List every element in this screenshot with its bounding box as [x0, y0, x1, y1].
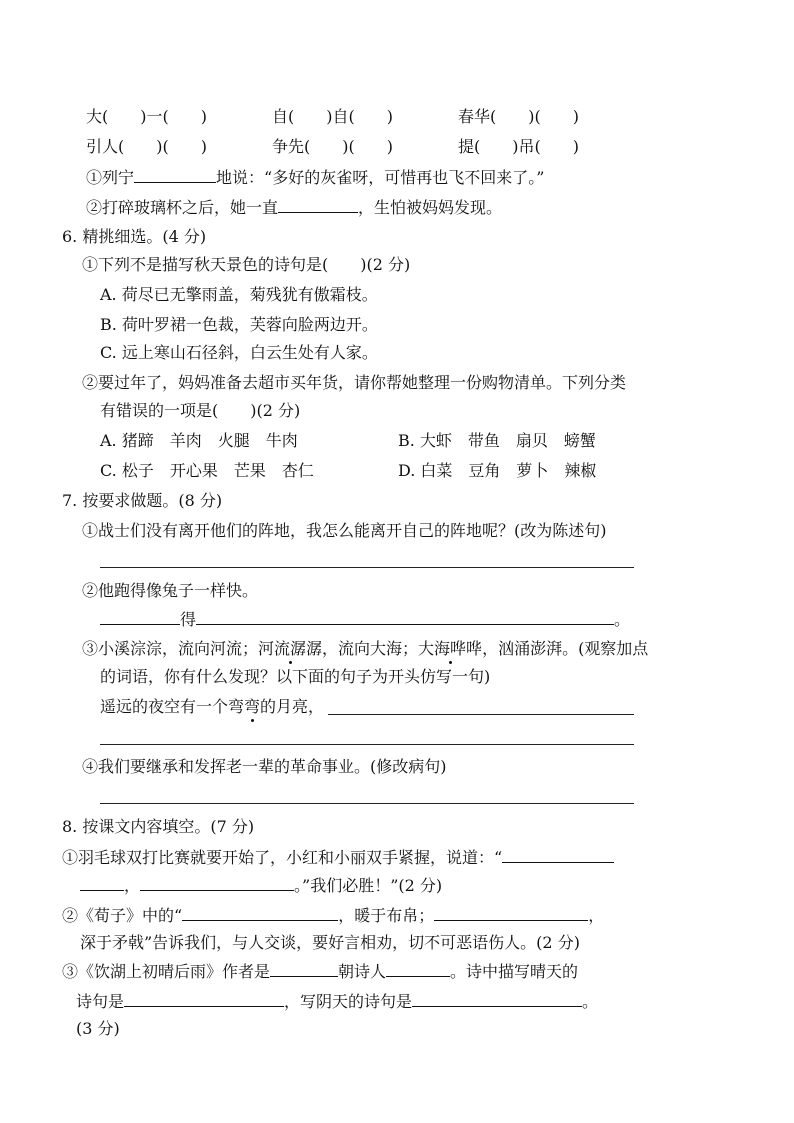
q6-p1-option-b: B. 荷叶罗裙一色裁，芙蓉向脸两边开。 — [100, 315, 378, 334]
q5-sentence-2 — [86, 196, 502, 219]
q5-s2-blank[interactable] — [278, 196, 358, 213]
q7-p3-start — [100, 696, 324, 718]
q6-p1-option-a: A. 荷尽已无擎雨盖，菊残犹有傲霜枝。 — [100, 285, 378, 304]
q7-p2-blank-1[interactable] — [100, 608, 180, 625]
q7-p3-line1 — [82, 638, 648, 660]
q6-p2-option-a: A. 猪蹄 羊肉 火腿 牛肉 — [100, 431, 298, 450]
idiom-3: 春华( )( ) — [458, 107, 579, 126]
q7-p1-answer-line[interactable] — [100, 567, 634, 568]
q5-s1-blank[interactable] — [134, 166, 216, 183]
q8-p1-blank-2[interactable] — [80, 874, 124, 891]
q7-p3-a: ③小溪淙淙，流向河流； — [82, 639, 259, 658]
q7-p4: ④我们要继承和发挥老一辈的革命事业。(修改病句) — [82, 757, 447, 776]
q7-p2-word: 得 — [180, 610, 197, 629]
q7-p1: ①战士们没有离开他们的阵地，我怎么能离开自己的阵地呢？(改为陈述句) — [82, 521, 607, 540]
q8-p1-blank-3[interactable] — [140, 874, 294, 891]
q8-p3-blank-4[interactable] — [412, 990, 582, 1007]
q8-p2-line1 — [62, 904, 604, 927]
q7-p2-blank-2[interactable] — [196, 608, 614, 625]
q5-s2-post: ，生怕被妈妈发现。 — [358, 198, 503, 217]
q7-p3-dotted-2: 大海哗哗 — [418, 639, 483, 658]
q5-s1-mid: 地说： — [216, 168, 265, 187]
q8-p1-line2 — [80, 874, 442, 897]
q8-p3-line1 — [62, 960, 578, 983]
q5-s2-pre: ②打碎玻璃杯之后，她一直 — [86, 198, 279, 217]
q8-p3-line2 — [76, 990, 598, 1013]
q8-p2-b: ，暖于布帛； — [338, 906, 435, 925]
q7-heading: 7. 按要求做题。(8 分) — [62, 491, 223, 510]
q8-p2-blank-1[interactable] — [182, 904, 338, 921]
q8-p3-blank-1[interactable] — [270, 960, 338, 977]
q8-p1-blank-1[interactable] — [502, 846, 614, 863]
idiom-2: 自( )自( ) — [272, 107, 393, 126]
q8-p3-line2-b: ，写阴天的诗句是 — [284, 992, 413, 1011]
q8-p2-blank-2[interactable] — [434, 904, 588, 921]
q7-p3-answer-line-2[interactable] — [100, 744, 634, 745]
q6-p1: ①下列不是描写秋天景色的诗句是( )(2 分) — [82, 255, 411, 274]
q8-p3-line2-c: 。 — [582, 992, 599, 1011]
q6-p2-option-d: D. 白菜 豆角 萝卜 辣椒 — [398, 461, 597, 480]
idiom-6: 提( )吊( ) — [458, 137, 579, 156]
q8-p1-end: 。”我们必胜！”(2 分) — [294, 876, 443, 895]
q7-p3-c: ，流向大海； — [322, 639, 419, 658]
q5-s1-post: “多好的灰雀呀，可惜再也飞不回来了。” — [264, 168, 545, 187]
q6-p2-line1: ②要过年了，妈妈准备去超市买年货，请你帮她整理一份购物清单。下列分类 — [82, 373, 627, 392]
q8-p3-line2-a: 诗句是 — [76, 992, 125, 1011]
idiom-4: 引人( )( ) — [86, 137, 207, 156]
q8-p2-c: ， — [588, 906, 605, 925]
q8-p3-a: ③《饮湖上初晴后雨》作者是 — [62, 962, 271, 981]
q8-p3-b: 朝诗人 — [338, 962, 387, 981]
q7-p3-start-c: 月亮， — [276, 697, 325, 716]
q8-heading: 8. 按课文内容填空。(7 分) — [62, 817, 255, 836]
q8-p1-line1 — [62, 846, 614, 869]
q6-p2-option-b: B. 大虾 带鱼 扇贝 螃蟹 — [398, 431, 596, 450]
q7-p4-answer-line[interactable] — [100, 803, 634, 804]
q8-p3-blank-2[interactable] — [386, 960, 450, 977]
q6-p2-line2: 有错误的一项是( )(2 分) — [100, 401, 301, 420]
q7-p3-answer-line-1[interactable] — [328, 714, 634, 715]
q7-p2: ②他跑得像兔子一样快。 — [82, 581, 259, 600]
q6-p1-option-c: C. 远上寒山石径斜，白云生处有人家。 — [100, 343, 378, 362]
q7-p2-end: 。 — [614, 610, 631, 629]
q7-p3-dotted-1: 河流潺潺 — [258, 639, 323, 658]
q8-p2-line2: 深于矛戟”告诉我们，与人交谈，要好言相劝，切不可恶语伤人。(2 分) — [80, 933, 580, 952]
q7-p3-start-a: 遥远的夜空有一个 — [100, 697, 229, 716]
q8-p2-a: ②《荀子》中的“ — [62, 906, 183, 925]
q8-p1-text: ①羽毛球双打比赛就要开始了，小红和小丽双手紧握，说道：“ — [62, 848, 503, 867]
q8-p3-blank-3[interactable] — [124, 990, 284, 1007]
q7-p3-line2: 的词语，你有什么发现？以下面的句子为开头仿写一句) — [100, 667, 491, 686]
q6-heading: 6. 精挑细选。(4 分) — [62, 227, 207, 246]
q8-p3-c: 。诗中描写晴天的 — [450, 962, 579, 981]
q6-p2-option-c: C. 松子 开心果 芒果 杏仁 — [100, 461, 314, 480]
q7-p3-e: ，汹涌澎湃。(观察加点 — [482, 639, 649, 658]
idiom-1: 大( )一( ) — [86, 107, 207, 126]
q7-p2-answer — [100, 608, 630, 631]
q8-p3-score: (3 分) — [76, 1019, 120, 1038]
idiom-5: 争先( )( ) — [272, 137, 393, 156]
q7-p3-start-dotted: 弯弯的 — [228, 697, 277, 716]
q5-sentence-1 — [86, 166, 544, 189]
q8-p1-comma: ， — [124, 876, 141, 895]
q5-s1-pre: ①列宁 — [86, 168, 135, 187]
